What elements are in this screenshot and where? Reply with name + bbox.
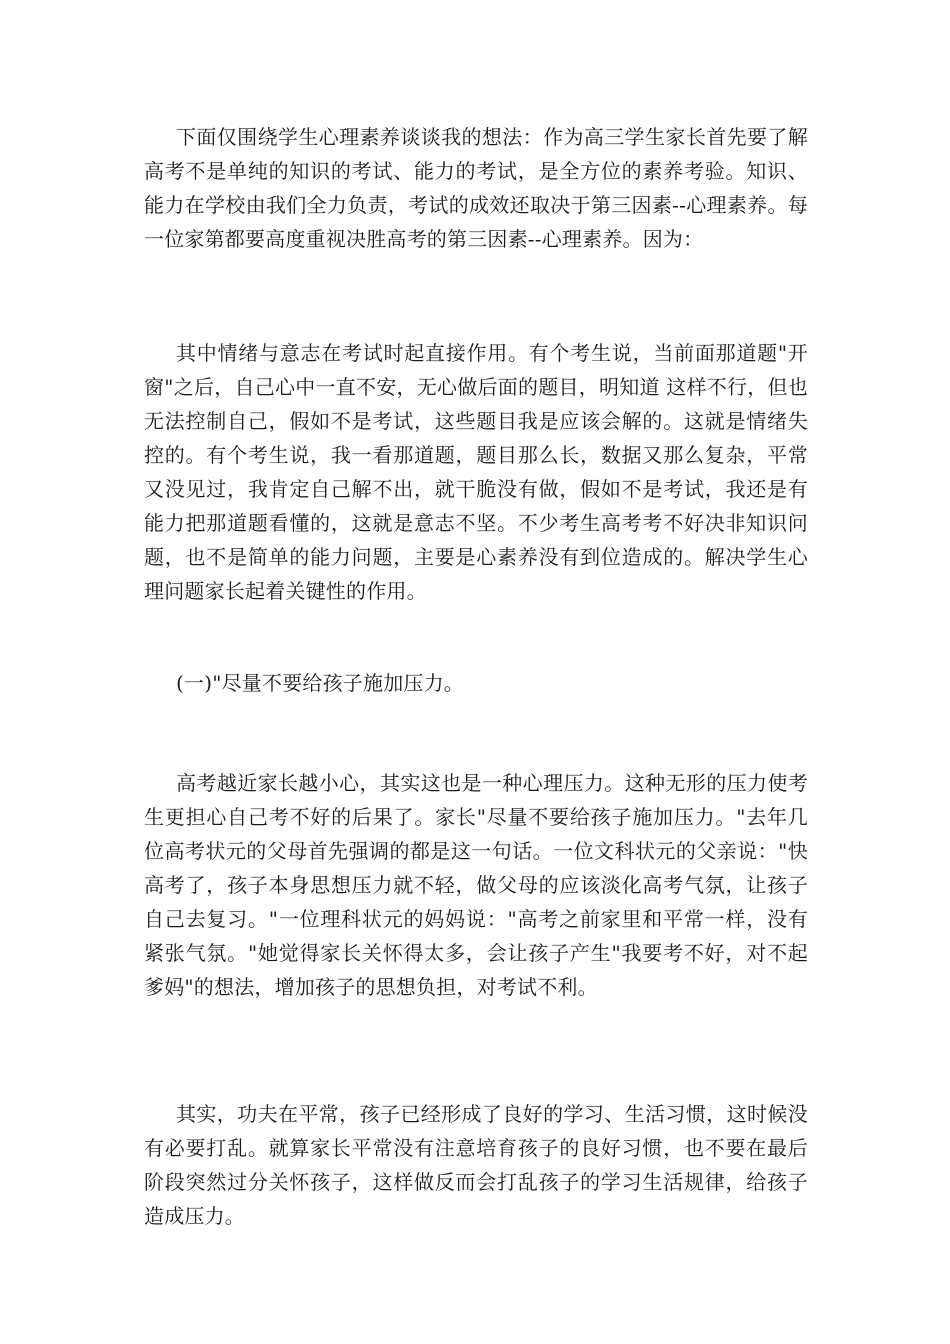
section-heading-pressure: (一)"尽量不要给孩子施加压力。 xyxy=(176,671,465,695)
paragraph-emotion-will: 其中情绪与意志在考试时起直接作用。有个考生说，当前面那道题"开窗"之后，自己心中一直不安，无心做后面的题目，明知道 这样不行，但也无法控制自己，假如不是考试，这些题目我是应该会解的。这就是情绪失控的。有个考生说，我一看那道题，题目那么长，数据又那么复杂，平常又没见过，我肯定自己解不出，就干脆没有做，假如不是考试，我还是有能力把那道题看懂的，这就是意志不坚。不少考生高考考不好决非知识问题，也不是简单的能力问题，主要是心素养没有到位造成的。解决学生心理问题家长起着关键性的作用。 xyxy=(144,341,808,603)
paragraph-intro: 下面仅围绕学生心理素养谈谈我的想法：作为高三学生家长首先要了解高考不是单纯的知识的考试、能力的考试，是全方位的素养考验。知识、能力在学校由我们全力负责，考试的成效还取决于第三因素--心理素养。每一位家第都要高度重视决胜高考的第三因素--心理素养。因为： xyxy=(144,125,808,251)
paragraph-parents-pressure: 高考越近家长越小心，其实这也是一种心理压力。这种无形的压力使考生更担心自己考不好的后果了。家长"尽量不要给孩子施加压力。"去年几位高考状元的父母首先强调的都是这一句话。一位文科状元的父亲说："快高考了，孩子本身思想压力就不轻，做父母的应该淡化高考气氛，让孩子自己去复习。"一位理科状元的妈妈说："高考之前家里和平常一样，没有紧张气氛。"她觉得家长关怀得太多，会让孩子产生"我要考不好，对不起爹妈"的想法，增加孩子的思想负担，对考试不利。 xyxy=(144,771,808,999)
paragraph-habits: 其实，功夫在平常，孩子已经形成了良好的学习、生活习惯，这时候没有必要打乱。就算家长平常没有注意培育孩子的良好习惯，也不要在最后阶段突然过分关怀孩子，这样做反而会打乱孩子的学习生活规律，给孩子造成压力。 xyxy=(144,1102,808,1228)
